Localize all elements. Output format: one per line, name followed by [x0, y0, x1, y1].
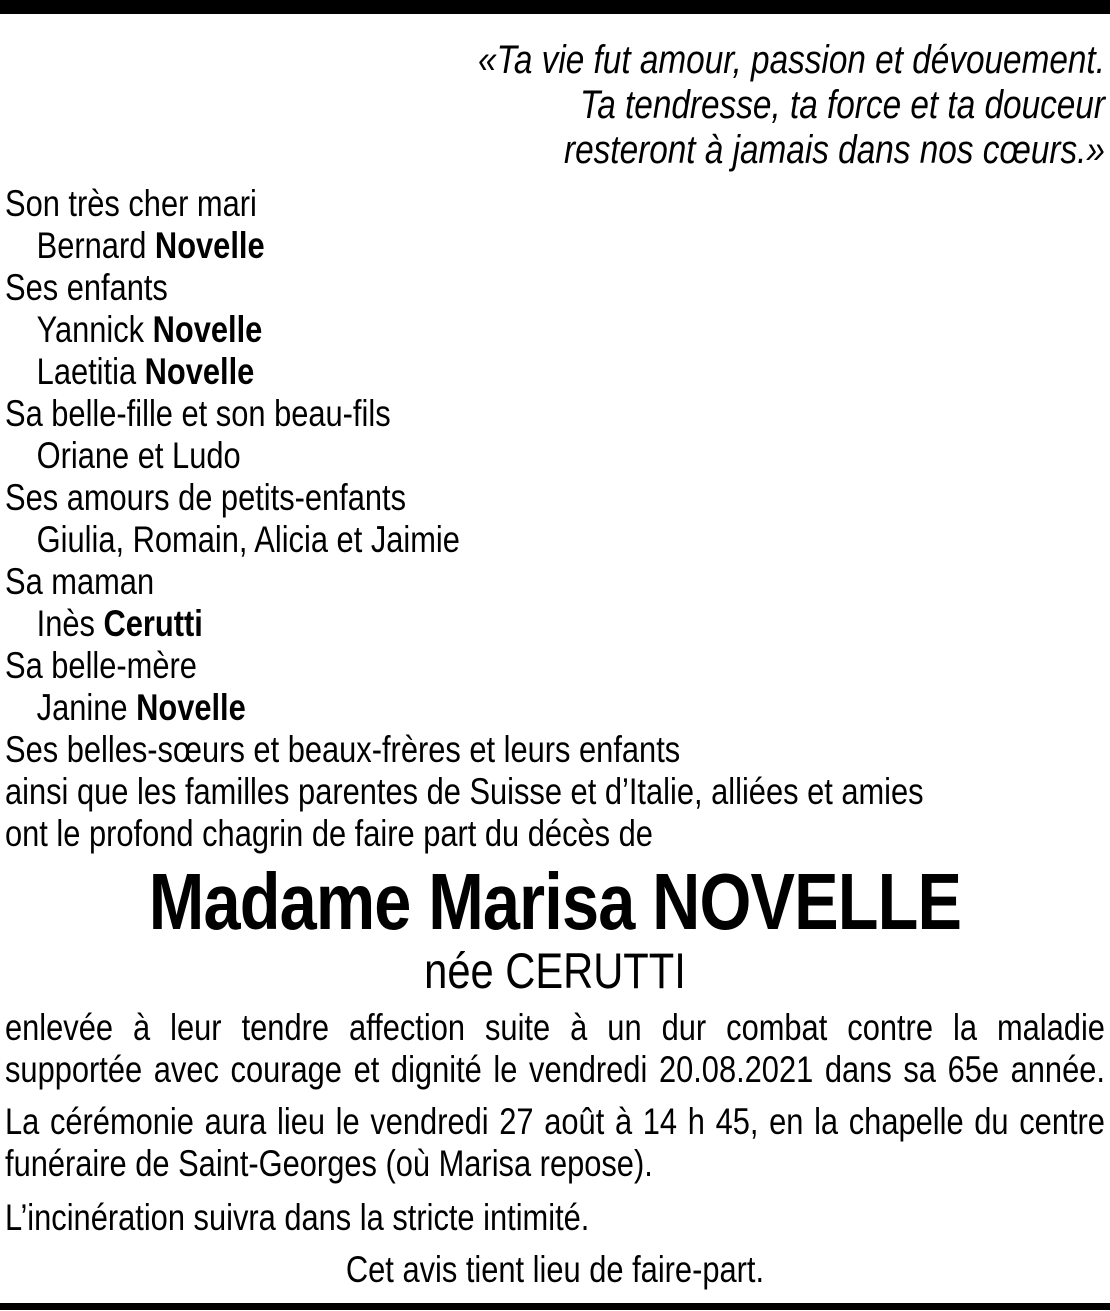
family-member-relation-or-firstname: Giulia, Romain, Alicia et Jaimie	[36, 519, 460, 560]
family-list-item	[5, 519, 1105, 561]
family-list	[5, 183, 1105, 855]
bottom-rule	[0, 1303, 1110, 1310]
family-list-item	[5, 477, 1105, 519]
cremation-note: L’incinération suivra dans la stricte intimité.	[4, 1197, 590, 1238]
family-list-item	[5, 183, 1105, 225]
quote-line: Ta tendresse, ta force et ta douceur	[579, 83, 1105, 127]
deceased-name: Madame Marisa NOVELLE	[148, 857, 962, 946]
family-member-relation-or-firstname: Yannick	[36, 309, 153, 350]
top-rule	[0, 0, 1110, 14]
ceremony-paragraph-line: La cérémonie aura lieu le vendredi 27 août à 14 h 45, en la chapelle du centre	[4, 1101, 1105, 1142]
family-member-relation-or-firstname: ainsi que les familles parentes de Suisse et d’Italie, alliées et amies	[4, 771, 924, 812]
family-list-item	[5, 225, 1105, 267]
deceased-maiden-name: née CERUTTI	[424, 943, 686, 999]
family-list-item	[5, 435, 1105, 477]
family-list-item	[5, 687, 1105, 729]
family-member-surname: Novelle	[136, 687, 246, 728]
family-member-surname: Novelle	[154, 225, 265, 266]
family-member-relation-or-firstname: Ses amours de petits-enfants	[4, 477, 407, 518]
family-list-item	[5, 561, 1105, 603]
closing-note: Cet avis tient lieu de faire-part.	[345, 1249, 765, 1290]
death-paragraph-line: enlevée à leur tendre affection suite à un dur combat contre la maladie	[4, 1007, 1105, 1048]
family-member-relation-or-firstname: Janine	[36, 687, 137, 728]
family-list-item	[5, 267, 1105, 309]
family-member-relation-or-firstname: Sa maman	[4, 561, 155, 602]
death-paragraph-line: supportée avec courage et dignité le vendredi 20.08.2021 dans sa 65e année.	[4, 1049, 1105, 1090]
family-member-relation-or-firstname: Ses belles-sœurs et beaux-frères et leurs enfants	[4, 729, 681, 770]
family-member-relation-or-firstname: Sa belle-mère	[4, 645, 197, 686]
ceremony-paragraph	[5, 1101, 1105, 1185]
notice-content	[0, 14, 1110, 1291]
family-list-item	[5, 729, 1105, 771]
family-list-item	[5, 813, 1105, 855]
family-list-item	[5, 645, 1105, 687]
family-list-item	[5, 309, 1105, 351]
quote-line: resteront à jamais dans nos cœurs.»	[564, 128, 1105, 172]
family-member-relation-or-firstname: ont le profond chagrin de faire part du décès de	[4, 813, 653, 854]
death-paragraph	[5, 1007, 1105, 1091]
family-member-relation-or-firstname: Bernard	[36, 225, 155, 266]
family-member-relation-or-firstname: Ses enfants	[4, 267, 168, 308]
family-member-surname: Novelle	[144, 351, 255, 392]
family-member-relation-or-firstname: Inès	[36, 603, 104, 644]
ceremony-paragraph-line: funéraire de Saint-Georges (où Marisa repose).	[4, 1143, 653, 1184]
quote-line: «Ta vie fut amour, passion et dévouement.	[478, 38, 1105, 82]
memorial-quote	[5, 38, 1105, 173]
family-member-relation-or-firstname: Son très cher mari	[4, 183, 257, 224]
family-list-item	[5, 393, 1105, 435]
family-member-surname: Cerutti	[103, 603, 203, 644]
family-member-relation-or-firstname: Laetitia	[36, 351, 145, 392]
family-list-item	[5, 771, 1105, 813]
family-member-relation-or-firstname: Sa belle-fille et son beau-fils	[4, 393, 391, 434]
family-list-item	[5, 351, 1105, 393]
family-member-relation-or-firstname: Oriane et Ludo	[36, 435, 241, 476]
family-list-item	[5, 603, 1105, 645]
family-member-surname: Novelle	[152, 309, 263, 350]
